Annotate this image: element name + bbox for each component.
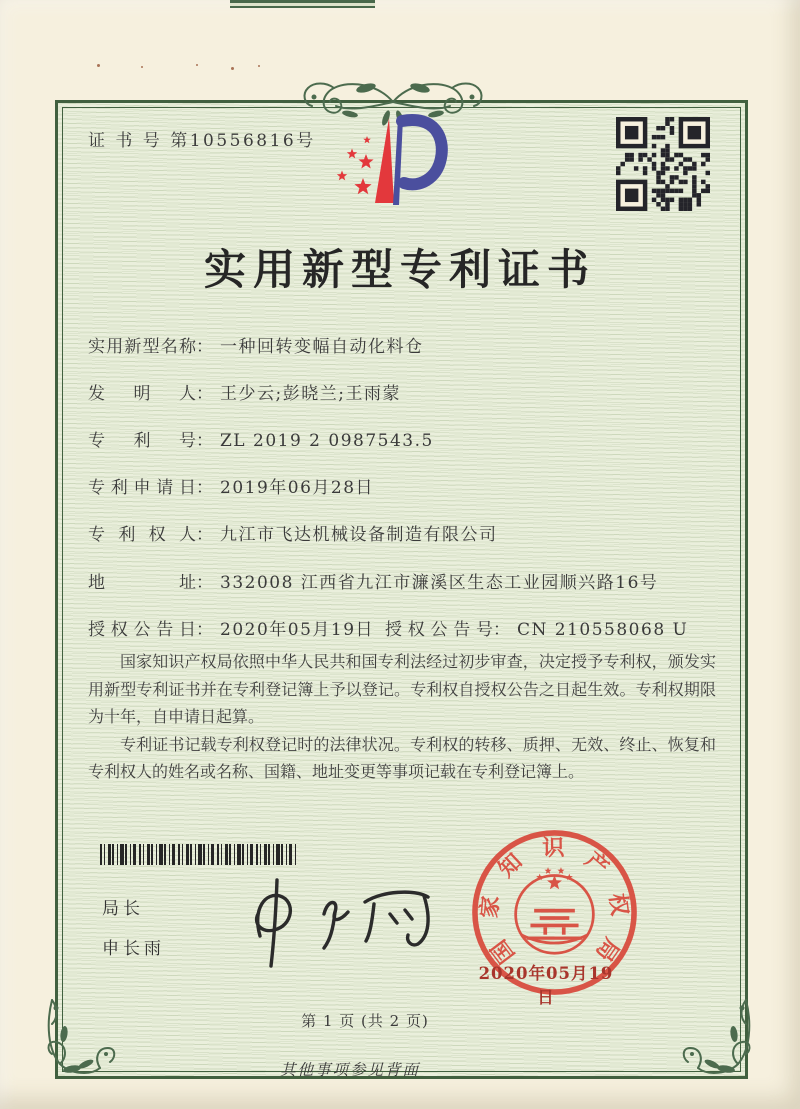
field-address: 地址： 332008 江西省九江市濂溪区生态工业园顺兴路16号 [88, 568, 728, 593]
field-grant-number: 授权公告号： CN 210558068 U [385, 615, 688, 640]
paper-speck [196, 64, 198, 66]
director-name: 申长雨 [102, 939, 165, 959]
cnipa-patent-logo-icon [332, 110, 490, 224]
paper-speck [97, 64, 100, 67]
field-label: 专利号 [88, 431, 196, 451]
seal-ring-text: 国家知识产权局 [476, 834, 633, 968]
legal-paragraph-2: 专利证书记载专利权登记时的法律状况。专利权的转移、质押、无效、终止、恢复和专利权人的姓名或名称、国籍、地址变更等事项记载在专利登记簿上。 [88, 734, 716, 781]
legal-paragraph-1: 国家知识产权局依照中华人民共和国专利法经过初步审查，决定授予专利权，颁发实用新型专利证书并在专利登记簿上予以登记。专利权自授权公告之日起生效。专利权期限为十年，自申请日起算。 [88, 652, 716, 726]
field-label: 专利权人 [88, 525, 196, 545]
field-filing-date: 专利申请日： 2019年06月28日 [88, 473, 728, 498]
field-value: CN 210558068 U [517, 620, 689, 640]
field-patentee: 专利权人： 九江市飞达机械设备制造有限公司 [88, 520, 728, 545]
field-inventor: 发明人： 王少云;彭晓兰;王雨蒙 [88, 379, 728, 404]
seal-date: 2020年05月19日 [478, 964, 614, 1007]
field-value: 一种回转变幅自动化料仓 [220, 337, 424, 357]
field-label: 实用新型名称 [88, 337, 196, 357]
national-emblem [516, 867, 594, 953]
field-label: 授权公告日 [88, 620, 196, 640]
field-patent-number: 专利号： ZL 2019 2 0987543.5 [88, 426, 728, 451]
paper-speck [141, 66, 143, 68]
certificate-title: 实用新型专利证书 [203, 245, 596, 294]
page-number: 第 1 页 (共 2 页) [301, 1012, 429, 1030]
paper-speck [231, 67, 234, 70]
director-signature [222, 874, 437, 972]
field-label: 专利申请日 [88, 478, 196, 498]
field-label: 授权公告号 [385, 620, 493, 640]
field-label: 发明人 [88, 384, 196, 404]
director-post-label: 局长 [102, 899, 144, 919]
back-side-note: 其他事项参见背面 [279, 1061, 420, 1079]
field-value: ZL 2019 2 0987543.5 [220, 431, 434, 451]
certificate-number: 证 书 号 第10556816号 [88, 131, 316, 151]
field-value: 九江市飞达机械设备制造有限公司 [220, 525, 498, 545]
legal-text [88, 648, 716, 786]
field-label: 地址 [88, 573, 196, 593]
field-utility-model-name: 实用新型名称： 一种回转变幅自动化料仓 [88, 332, 728, 357]
field-value: 2020年05月19日 [220, 620, 375, 640]
qr-code [616, 117, 710, 211]
field-grant-info: 授权公告日： 2020年05月19日 授权公告号： CN 210558068 U [88, 615, 728, 640]
barcode [100, 844, 296, 865]
logo-stars [337, 136, 374, 194]
field-value: 332008 江西省九江市濂溪区生态工业园顺兴路16号 [220, 573, 659, 593]
field-value: 2019年06月28日 [220, 478, 375, 498]
scan-artifact [230, 0, 375, 8]
paper-speck [258, 65, 260, 67]
field-value: 王少云;彭晓兰;王雨蒙 [220, 384, 401, 404]
